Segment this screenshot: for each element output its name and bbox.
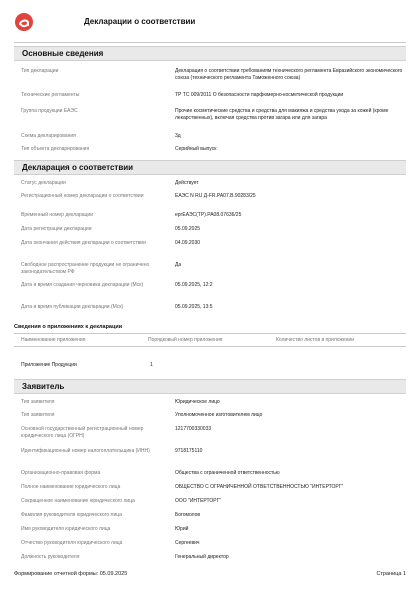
field-value: Генеральный директор (175, 554, 229, 560)
field-label: Тип заявителя (21, 412, 55, 418)
field-value: 05.09.2025, 13:5 (175, 304, 213, 310)
field-label: Дата и время создания черновика декларации (Мск) (21, 282, 144, 288)
field-value: 1217700330033 (175, 426, 212, 432)
header-divider (14, 42, 406, 43)
section-basic-title: Основные сведения (22, 49, 104, 58)
field-label: Фамилия руководителя юридического лица (21, 512, 122, 518)
field-value: Юридическое лицо (175, 399, 220, 405)
section-declaration-title: Декларация о соответствии (22, 163, 134, 172)
section-applicant-title: Заявитель (22, 382, 65, 391)
field-label: Дата окончания действия декларации о соответствии (21, 240, 146, 246)
field-value: Действует (175, 180, 199, 186)
field-label: Дата регистрации декларации (21, 226, 92, 232)
field-value: Богомолов (175, 512, 201, 518)
field-label: Группа продукции ЕАЭС (21, 108, 78, 114)
field-value: Декларация о соответствии требованиям технического регламента Евразийского экономического союза (технического регламента Таможенного союза) (175, 68, 403, 81)
field-value: ЕАЭС N RU Д-FR.PA07.B.90283/25 (175, 193, 256, 199)
attachments-header-divider (14, 346, 406, 347)
attachments-divider (14, 333, 406, 334)
attachments-title: Сведения о приложениях к декларации (14, 324, 123, 330)
field-label: Временный номер декларации (21, 212, 93, 218)
field-label: Дата и время публикации декларации (Мск) (21, 304, 124, 310)
field-value: 05.09.2025, 12:2 (175, 282, 213, 288)
report-generated-date: Формирование отчетной формы: 05.09.2025 (14, 571, 128, 577)
page-header (0, 0, 420, 42)
field-value: Юрий (175, 526, 189, 532)
section-basic-header (14, 46, 406, 61)
field-label: Полное наименование юридического лица (21, 484, 121, 490)
field-label: Сокращенное наименование юридического лица (21, 498, 135, 504)
field-label: Регистрационный номер декларации о соответствии (21, 193, 144, 199)
field-label: Должность руководителя (21, 554, 80, 560)
section-applicant-header (14, 379, 406, 394)
field-value: Прочие косметические средства и средства для макияжа и средства ухода за кожей (кроме лекарственных), включая средства против загара или для загара (175, 108, 389, 121)
field-value: Серийный выпуск (175, 146, 217, 152)
field-label: Технические регламенты (21, 92, 80, 98)
page-number: Страница 1 (376, 571, 406, 577)
attachments-col-sheets: Количество листов в приложении (276, 337, 355, 343)
field-value: ТР ТС 009/2011 О безопасности парфюмерно-косметической продукции (175, 92, 344, 98)
field-label: Свободное распространение продукции не ограничено законодательством РФ (21, 262, 150, 275)
attachment-name: Приложение Продукции (21, 362, 77, 368)
field-label: Статус декларации (21, 180, 66, 186)
section-declaration-header (14, 160, 406, 175)
field-label: Тип объекта декларирования (21, 146, 90, 152)
field-label: Организационно-правовая форма (21, 470, 101, 476)
field-label: Схема декларирования (21, 133, 76, 139)
field-value: 04.09.2030 (175, 240, 201, 246)
attachments-col-number: Порядковый номер приложения (148, 337, 223, 343)
attachment-number: 1 (150, 362, 153, 368)
attachments-col-name: Наименование приложения (21, 337, 86, 343)
field-value: Сергеевич (175, 540, 200, 546)
field-value: 3д (175, 133, 181, 139)
field-value: ОБЩЕСТВО С ОГРАНИЧЕННОЙ ОТВЕТСТВЕННОСТЬЮ "ИНТЕРТОРГ" (175, 484, 344, 490)
field-label: Основной государственный регистрационный номер юридического лица (ОГРН) (21, 426, 144, 439)
field-value: ООО "ИНТЕРТОРГ" (175, 498, 222, 504)
document-title: Декларации о соответствии (84, 17, 196, 26)
field-label: Тип декларации (21, 68, 59, 74)
field-label: Имя руководителя юридического лица (21, 526, 111, 532)
field-value: 9718175110 (175, 448, 203, 454)
field-value: Уполномоченное изготовителем лицо (175, 412, 263, 418)
field-value: Общества с ограниченной ответственностью (175, 470, 280, 476)
field-label: Идентификационный номер налогоплательщика (ИНН) (21, 448, 150, 454)
field-value: ергЕАЭС(ТР).PA08.07636/25 (175, 212, 242, 218)
field-value: Да (175, 262, 182, 268)
brand-logo-icon (14, 12, 34, 32)
field-label: Тип заявителя (21, 399, 55, 405)
field-value: 05.09.2025 (175, 226, 201, 232)
field-label: Отчество руководителя юридического лица (21, 540, 123, 546)
